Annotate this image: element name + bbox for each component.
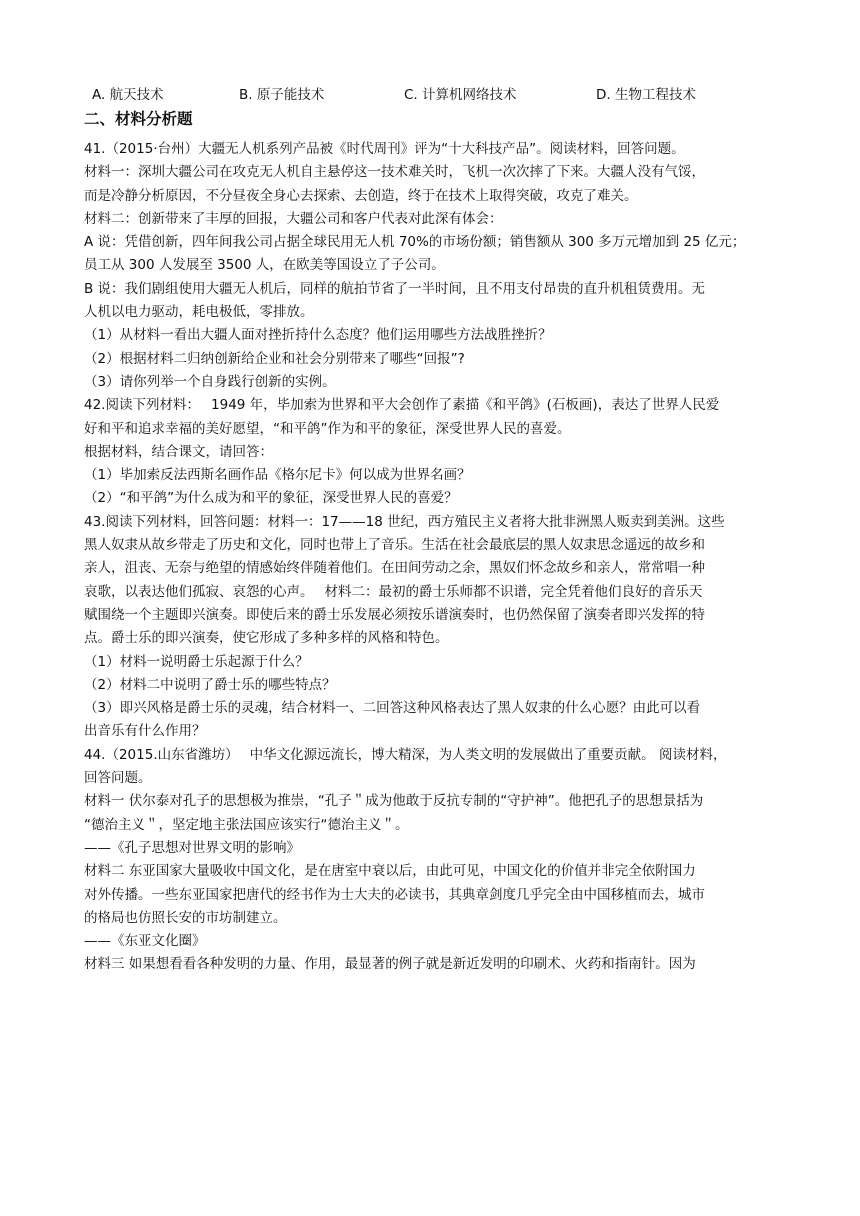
text-line: 44.（2015.山东省潍坊） 中华文化源远流长，博大精深，为人类文明的发展做出了重要贡献。 阅读材料，	[84, 746, 727, 763]
answer-options	[84, 84, 798, 106]
text-line: 人机以电力驱动，耗电极低，零排放。	[84, 304, 314, 321]
text-line: 哀歌，以表达他们孤寂、哀怨的心声。 材料二：最初的爵士乐师都不识谱，完全凭着他们良好的音乐天	[84, 583, 703, 600]
text-line: 根据材料，结合课文，请回答：	[84, 443, 273, 460]
text-line: （2）“和平鸽”为什么成为和平的象征，深受世界人民的喜爱？	[84, 490, 458, 507]
text-line: 点。爵士乐的即兴演奏，使它形成了多种多样的风格和特色。	[84, 630, 449, 647]
text-line: 材料一 伏尔泰对孔子的思想极为推崇，“孔子＂成为他敢于反抗专制的“守护神”。他把孔子的思想景括为	[84, 793, 704, 810]
text-line: 亲人，沮丧、无奈与绝望的情感始终伴随着他们。在田间劳动之余，黑奴们怀念故乡和亲人，常常唱一种	[84, 560, 705, 577]
text-line: 材料一：深圳大疆公司在攻克无人机自主悬停这一技术难关时，飞机一次次摔了下来。大疆人没有气馁，	[84, 164, 705, 181]
text-line: 材料三 如果想看看各种发明的力量、作用，最显著的例子就是新近发明的印刷术、火药和指南针。因为	[84, 956, 696, 973]
text-line: “德治主义＂，坚定地主张法国应该实行“德治主义＂。	[84, 816, 409, 833]
text-line: （2）材料二中说明了爵士乐的哪些特点？	[84, 676, 336, 693]
option-c: C. 计算机网络技术	[404, 87, 517, 103]
text-line: 而是冷静分析原因，不分昼夜全身心去探索、去创造，终于在技术上取得突破，攻克了难关。	[84, 187, 638, 204]
text-line: 出音乐有什么作用？	[84, 723, 206, 740]
text-line: 对外传播。一些东亚国家把唐代的经书作为士大夫的必读书，其典章剑度几乎完全由中国移植而去，城市	[84, 886, 705, 903]
text-line: （3）即兴风格是爵士乐的灵魂，结合材料一、二回答这种风格表达了黑人奴隶的什么心愿？由此可以看	[84, 700, 701, 717]
text-line: （1）材料一说明爵士乐起源于什么？	[84, 653, 309, 670]
text-line: 回答问题。	[84, 770, 152, 787]
text-line: （3）请你列举一个自身践行创新的实例。	[84, 373, 336, 390]
option-a: A. 航天技术	[92, 87, 164, 103]
text-line: 的格局也仿照长安的市坊制建立。	[84, 909, 287, 926]
text-line: 员工从 300 人发展至 3500 人，在欧美等国设立了子公司。	[84, 257, 445, 274]
text-line: （2）根据材料二归纳创新给企业和社会分别带来了哪些“回报”?	[84, 350, 465, 367]
text-line: 42.阅读下列材料： 1949 年，毕加索为世界和平大会创作了素描《和平鸽》(石板画)，表达了世界人民爱	[84, 397, 720, 414]
document-body	[84, 138, 798, 977]
text-line: A 说：凭借创新，四年间我公司占据全球民用无人机 70%的市场份额；销售额从 300 多万元增加到 25 亿元；	[84, 234, 746, 251]
text-line: 41.（2015·台州）大疆无人机系列产品被《时代周刊》评为“十大科技产品”。阅读材料，回答问题。	[84, 141, 685, 157]
text-line: 好和平和追求幸福的美好愿望，“和平鸽”作为和平的象征，深受世界人民的喜爱。	[84, 420, 571, 437]
option-d: D. 生物工程技术	[596, 87, 696, 103]
text-line: ——《东亚文化圈》	[84, 933, 206, 950]
text-line: （1）毕加索反法西斯名画作品《格尔尼卡》何以成为世界名画？	[84, 467, 471, 484]
text-line: 43.阅读下列材料，回答问题：材料一：17——18 世纪，西方殖民主义者将大批非洲黑人贩卖到美洲。这些	[84, 513, 725, 530]
text-line: ——《孔子思想对世界文明的影响》	[84, 839, 300, 856]
text-line: 赋围绕一个主题即兴演奏。即使后来的爵士乐发展必须按乐谱演奏时，也仍然保留了演奏者即兴发挥的特	[84, 606, 705, 623]
text-line: 黑人奴隶从故乡带走了历史和文化，同时也带上了音乐。生活在社会最底层的黑人奴隶思念遥远的故乡和	[84, 537, 705, 554]
section-title: 二、材料分析题	[84, 110, 193, 128]
text-line: 材料二 东亚国家大量吸收中国文化，是在唐室中衰以后，由此可见，中国文化的价值并非完全依附国力	[84, 863, 696, 880]
text-line: 材料二：创新带来了丰厚的回报，大疆公司和客户代表对此深有体会：	[84, 210, 503, 227]
option-b: B. 原子能技术	[239, 87, 325, 103]
text-line: B 说：我们剧组使用大疆无人机后，同样的航拍节省了一半时间，且不用支付昂贵的直升机租赁费用。无	[84, 280, 706, 297]
text-line: （1）从材料一看出大疆人面对挫折持什么态度？他们运用哪些方法战胜挫折？	[84, 327, 552, 344]
